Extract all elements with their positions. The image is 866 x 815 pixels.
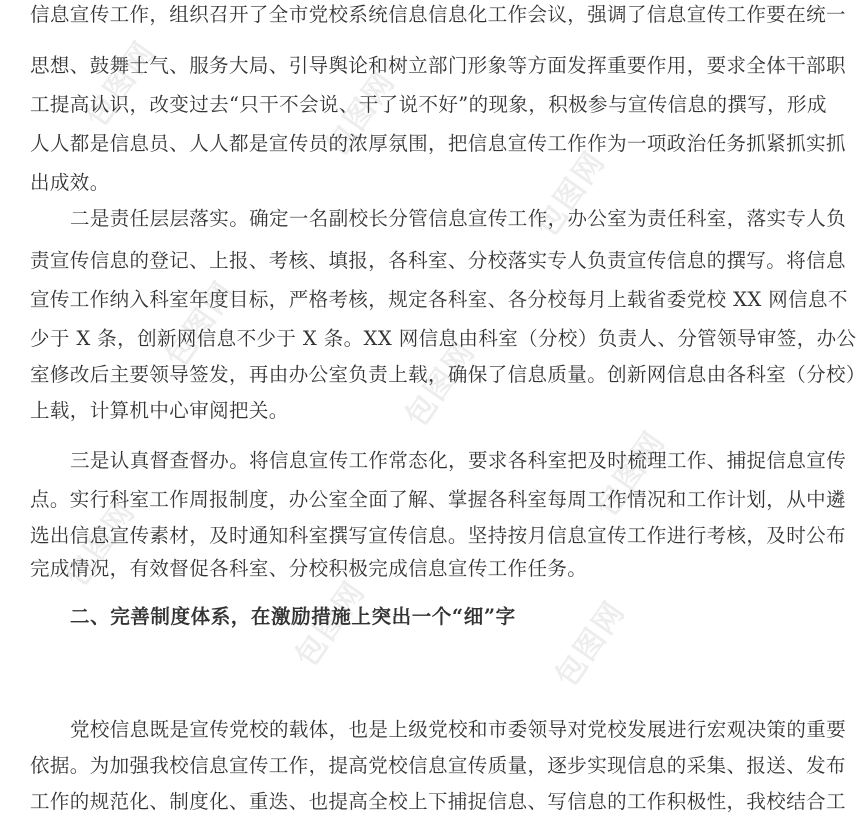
watermark: 包图网: [79, 34, 163, 134]
final-paragraph-line: 工作的规范化、制度化、重迭、也提高全校上下捕捉信息、写信息的工作积极性，我校结合工: [30, 790, 846, 813]
paragraph-2-line: 少于 X 条，创新网信息不少于 X 条。XX 网信息由科室（分校）负责人、分管领导审签，办公: [30, 327, 857, 350]
paragraph-3-line: 选出信息宣传素材，及时通知科室撰写宣传信息。坚持按月信息宣传工作进行考核，及时公布: [30, 524, 846, 547]
paragraph-1-line: 思想、鼓舞士气、服务大局、引导舆论和树立部门形象等方面发挥重要作用，要求全体干部职: [30, 54, 846, 77]
paragraph-1-line: 工提高认识，改变过去“只干不会说、干了说不好”的现象，积极参与宣传信息的撰写，形成: [30, 93, 827, 116]
paragraph-2-line: 责宣传信息的登记、上报、考核、填报，各科室、分校落实专人负责宣传信息的撰写。将信息: [30, 249, 846, 272]
watermark: 包图网: [589, 424, 673, 524]
watermark: 包图网: [159, 274, 243, 374]
paragraph-2-line: 上载，计算机中心审阅把关。: [30, 399, 289, 422]
watermark: 包图网: [529, 144, 613, 244]
final-paragraph-line: 依据。为加强我校信息宣传工作，提高党校信息宣传质量，逐步实现信息的采集、报送、发布: [30, 754, 846, 777]
paragraph-2-line: 二是责任层层落实。确定一名副校长分管信息宣传工作，办公室为责任科室，落实专人负: [70, 207, 847, 230]
watermark: 包图网: [59, 494, 143, 594]
paragraph-3-line: 完成情况，有效督促各科室、分校积极完成信息宣传工作任务。: [30, 557, 588, 580]
paragraph-2-line: 室修改后主要领导签发，再由办公室负责上载，确保了信息质量。创新网信息由各科室（分校）: [30, 363, 866, 386]
watermark: 包图网: [319, 64, 403, 164]
paragraph-2-line: 宣传工作纳入科室年度目标，严格考核，规定各科室、各分校每月上载省委党校 XX 网信息不: [30, 288, 848, 311]
watermark: 包图网: [399, 334, 483, 434]
paragraph-1-line: 出成效。: [30, 171, 110, 194]
paragraph-1-line: 信息宣传工作，组织召开了全市党校系统信息信息化工作会议，强调了信息宣传工作要在统一: [30, 3, 846, 26]
paragraph-3-line: 点。实行科室工作周报制度，办公室全面了解、掌握各科室每周工作情况和工作计划，从中遴: [30, 488, 846, 511]
watermark: 包图网: [549, 594, 633, 694]
section-heading: 二、完善制度体系，在激励措施上突出一个“细”字: [70, 605, 516, 628]
final-paragraph-line: 党校信息既是宣传党校的载体，也是上级党校和市委领导对党校发展进行宏观决策的重要: [70, 718, 847, 741]
paragraph-1-line: 人人都是信息员、人人都是宣传员的浓厚氛围，把信息宣传工作作为一项政治任务抓紧抓实抓: [30, 132, 846, 155]
watermark: 包图网: [289, 574, 373, 674]
paragraph-3-line: 三是认真督查督办。将信息宣传工作常态化，要求各科室把及时梳理工作、捕捉信息宣传: [70, 449, 847, 472]
